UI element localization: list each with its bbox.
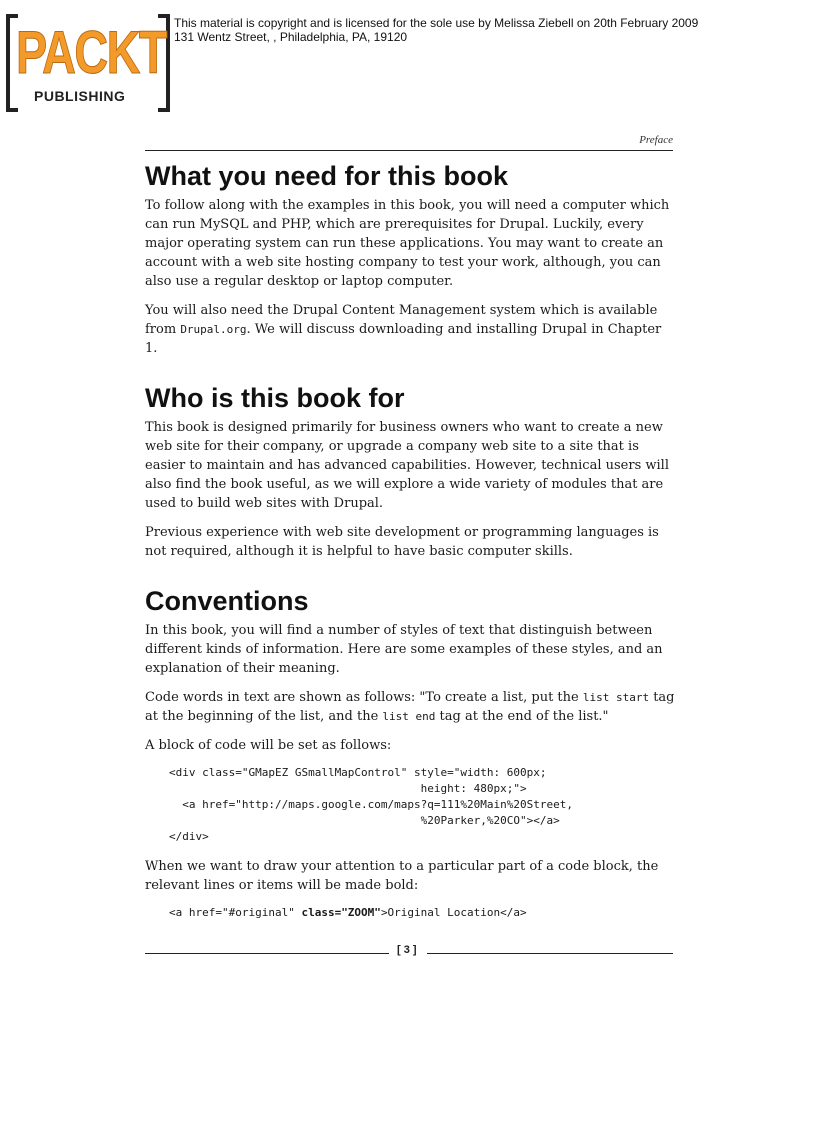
page-content	[145, 160, 675, 933]
copyright-line-1: This material is copyright and is licensed for the sole use by Melissa Ziebell on 20th February 2009	[174, 16, 699, 30]
section-conventions	[145, 585, 675, 921]
paragraph: A block of code will be set as follows:	[145, 738, 392, 753]
footer-rule-right	[427, 953, 673, 954]
logo-wordmark: PACKT	[16, 19, 166, 86]
paragraph: Code words in text are shown as follows: "To create a list, put the list start tag at the beginning of the list, and the list end tag at the end of the list."	[145, 690, 675, 724]
inline-code: Drupal.org	[180, 323, 247, 336]
code-highlight: class="ZOOM"	[301, 906, 381, 919]
section-heading: Who is this book for	[145, 383, 405, 413]
paragraph: In this book, you will find a number of styles of text that distinguish between different kinds of information. Here are some examples of these styles, and an explanation of their meaning.	[145, 623, 663, 676]
paragraph: When we want to draw your attention to a particular part of a code block, the relevant lines or items will be made bold:	[145, 859, 659, 893]
inline-code: list start	[582, 691, 650, 704]
copyright-notice	[174, 16, 698, 44]
section-heading: What you need for this book	[145, 161, 508, 191]
page-footer	[145, 944, 673, 962]
section-requirements	[145, 160, 675, 358]
paragraph: This book is designed primarily for business owners who want to create a new web site for their company, or upgrade a company web site to a site that is easier to maintain and has advanced capabilities. However, technical users will also find the book useful, as we will explore a wide variety of modules that are used to build web sites with Drupal.	[145, 420, 669, 511]
publisher-logo	[6, 14, 168, 108]
section-audience	[145, 382, 675, 561]
running-header	[145, 134, 673, 151]
copyright-line-2: 131 Wentz Street, , Philadelphia, PA, 19120	[174, 30, 408, 44]
logo-subtitle: PUBLISHING	[34, 88, 126, 104]
footer-rule-left	[145, 953, 389, 954]
code-block-bold: <a href="#original" class="ZOOM">Original Location</a>	[169, 906, 527, 919]
running-header-title: Preface	[639, 134, 673, 146]
paragraph: To follow along with the examples in this book, you will need a computer which can run MySQL and PHP, which are prerequisites for Drupal. Luckily, every major operating system can run these applications. You may want to create an account with a web site hosting company to test your work, although, you can also use a regular desktop or laptop computer.	[145, 198, 670, 289]
section-heading: Conventions	[145, 586, 309, 616]
paragraph: Previous experience with web site development or programming languages is not required, although it is helpful to have basic computer skills.	[145, 525, 659, 559]
page-number: [ 3 ]	[397, 944, 417, 956]
paragraph: You will also need the Drupal Content Management system which is available from Drupal.org. We will discuss downloading and installing Drupal in Chapter 1.	[145, 303, 662, 356]
inline-code: list end	[382, 710, 436, 723]
code-block: <div class="GMapEZ GSmallMapControl" style="width: 600px; height: 480px;"> <a href="http://maps.google.com/maps?q=111%20Main%20Street, %20Parker,%20CO"></a> </div>	[169, 766, 573, 843]
